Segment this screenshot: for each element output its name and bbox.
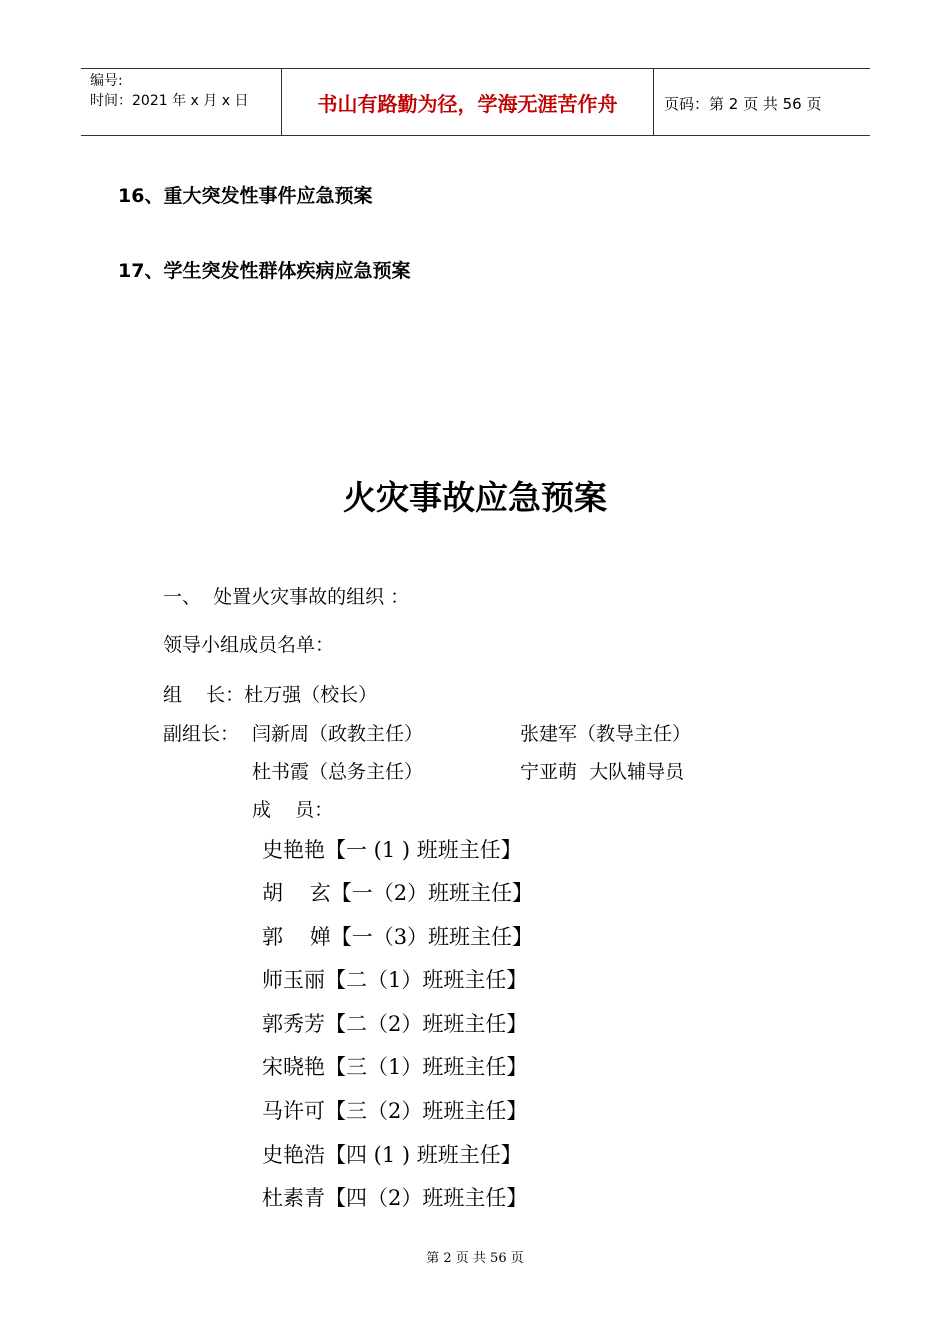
page-title: 火灾事故应急预案 <box>343 478 607 517</box>
section-heading: 一、 处置火灾事故的组织 ： <box>163 586 410 608</box>
header-motto: 书山有路勤为径，学海无涯苦作舟 <box>317 92 618 116</box>
member-item: 杜素青【四（2）班班主任】 <box>262 1186 528 1210</box>
member-item: 胡 玄【一（2）班班主任】 <box>262 881 534 905</box>
page-footer: 第 2 页 共 56 页 <box>426 1251 524 1266</box>
member-item: 师玉丽【二（1）班班主任】 <box>262 968 528 992</box>
deputy-4: 宁亚萌 大队辅导员 <box>520 761 685 783</box>
member-item: 郭秀芳【二（2）班班主任】 <box>262 1012 528 1036</box>
member-item: 史艳浩【四 (1 ) 班班主任】 <box>262 1143 522 1167</box>
deputy-1: 闫新周（政教主任） <box>252 723 424 745</box>
member-item: 宋晓艳【三（1）班班主任】 <box>262 1055 528 1079</box>
deputy-2: 张建军（教导主任） <box>520 723 692 745</box>
header-time-label: 时间：2021 年 x 月 x 日 <box>90 93 249 109</box>
roster-label: 领导小组成员名单： <box>163 634 335 656</box>
header-page-label: 页码：第 2 页 共 56 页 <box>664 95 822 113</box>
header-meta <box>90 71 248 111</box>
deputy-label: 副组长： <box>163 723 240 745</box>
header-number-label: 编号: <box>90 73 123 89</box>
members-label: 成 员： <box>252 799 334 821</box>
deputy-3: 杜书霞（总务主任） <box>252 761 424 783</box>
header-divider-right <box>653 68 654 135</box>
member-item: 郭 婵【一（3）班班主任】 <box>262 925 534 949</box>
member-item: 马许可【三（2）班班主任】 <box>262 1099 528 1123</box>
header-top-rule <box>81 68 870 69</box>
toc-item-17: 17、学生突发性群体疾病应急预案 <box>118 260 411 282</box>
toc-item-16: 16、重大突发性事件应急预案 <box>118 185 373 207</box>
header-bottom-rule <box>81 135 870 136</box>
member-item: 史艳艳【一 (1 ) 班班主任】 <box>262 838 522 862</box>
leader-line: 组 长：杜万强（校长） <box>163 684 378 706</box>
